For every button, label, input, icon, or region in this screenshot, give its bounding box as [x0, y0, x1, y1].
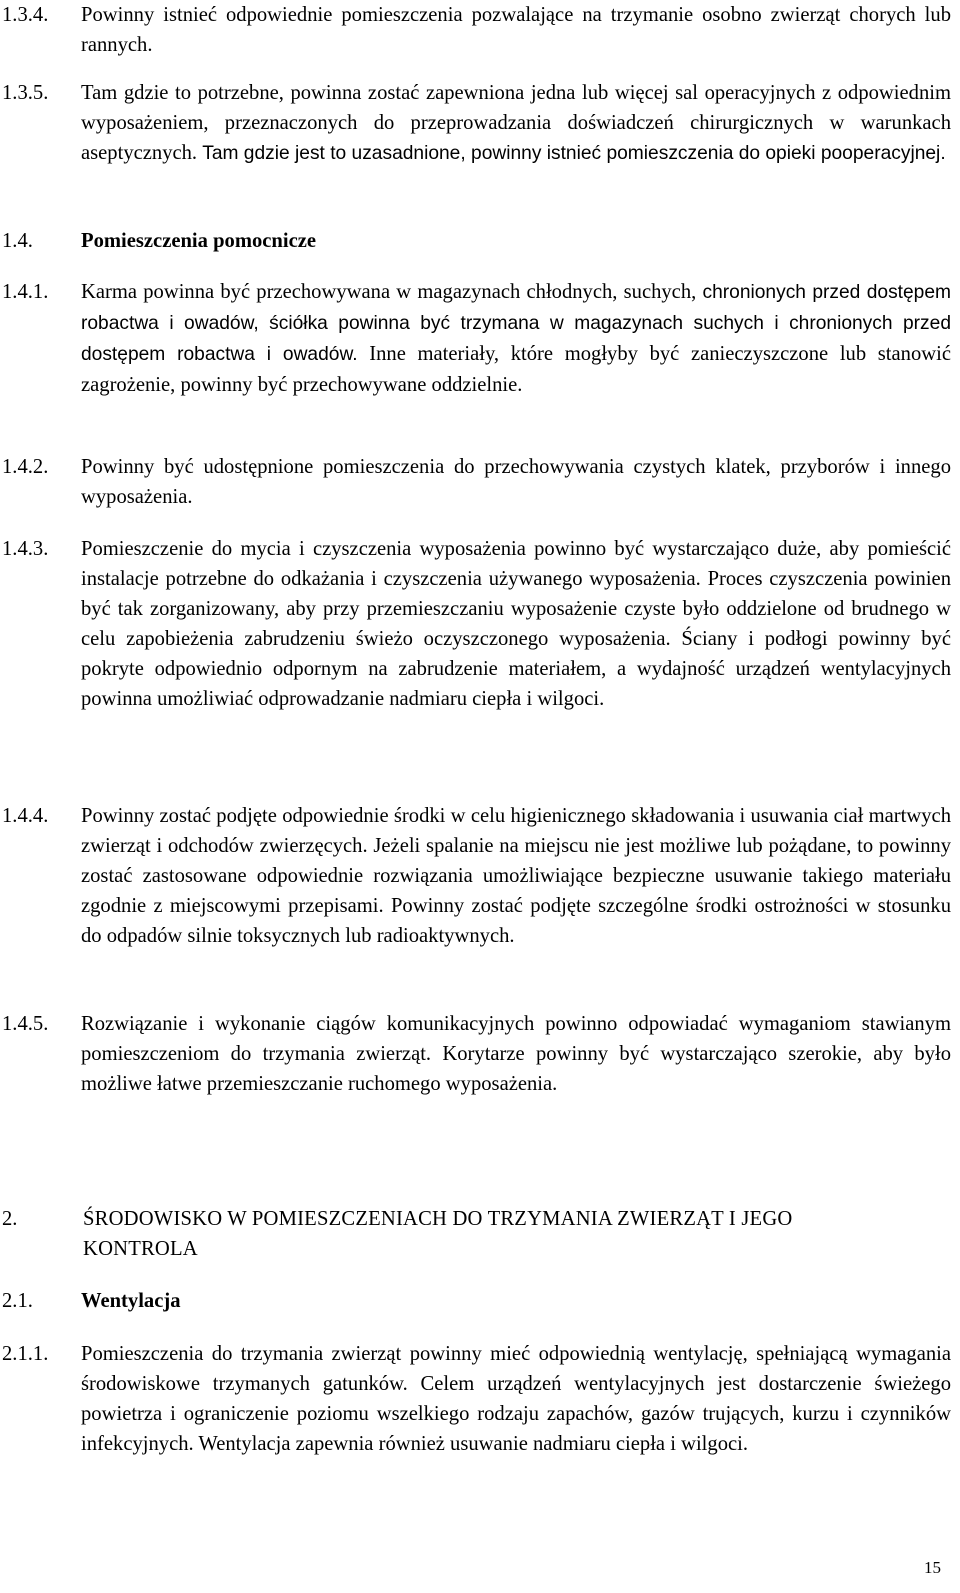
paragraph-number: 1.3.5. [2, 82, 49, 104]
paragraph-text-serif: Tam gdzie to potrzebne, powinna zostać zapewniona jedna lub więcej sal operacyjnych z odpowiednim wyposażeniem, przeznaczonych do przeprowadzania doświadczeń chirurgicznych w warunkach aseptycznych. [81, 82, 951, 164]
section-title: ŚRODOWISKO W POMIESZCZENIACH DO TRZYMANIA ZWIERZĄT I JEGO KONTROLA [83, 1208, 793, 1260]
paragraph-number: 1.3.4. [2, 4, 49, 26]
heading-text: Pomieszczenia pomocnicze [81, 230, 317, 252]
paragraph-text-sans: chronionych przed dostępem robactwa i owadów, ściółka powinna być trzymana w magazynach suchych i chronionych przed dostępem robactwa i owadów. [81, 282, 952, 365]
paragraph-number: 1.4.1. [2, 281, 49, 303]
paragraph-text-serif: Karma powinna być przechowywana w magazynach chłodnych, suchych, [81, 281, 697, 303]
paragraph-text: Pomieszczenia do trzymania zwierząt powinny mieć odpowiednią wentylację, spełniającą wymagania środowiskowe trzymanych gatunków. Celem urządzeń wentylacyjnych jest dostarczenie świeżego powietrza i ograniczenie poziomu wszelkiego rodzaju zapachów, gazów trujących, kurzu i czynników infekcyjnych. Wentylacja zapewnia również usuwanie nadmiaru ciepła i wilgoci. [81, 1343, 951, 1455]
paragraph-number: 1.4.5. [2, 1013, 49, 1035]
section-number: 2. [2, 1208, 18, 1230]
page-number: 15 [924, 1558, 941, 1577]
paragraph-text [81, 277, 951, 400]
paragraph-number: 1.4.4. [2, 805, 49, 827]
paragraph-number: 2.1.1. [2, 1343, 49, 1365]
heading-number: 1.4. [2, 230, 33, 252]
paragraph-text: Powinny zostać podjęte odpowiednie środki w celu higienicznego składowania i usuwania ciał martwych zwierząt i odchodów zwierzęcych. Jeżeli spalanie na miejscu nie jest możliwe lub pożądane, to powinny zostać zastosowane odpowiednie rozwiązania umożliwiające bezpieczne usuwanie takiego materiału zgodnie z miejscowymi przepisami. Powinny zostać podjęte szczególne środki ostrożności w stosunku do odpadów silnie toksycznych lub radioaktywnych. [81, 805, 951, 947]
paragraph-text-sans: Tam gdzie jest to uzasadnione, powinny istnieć pomieszczenia do opieki pooperacyjnej. [202, 143, 946, 164]
paragraph-text: Pomieszczenie do mycia i czyszczenia wyposażenia powinno być wystarczająco duże, aby pomieścić instalacje potrzebne do odkażania i czyszczenia używanego wyposażenia. Proces czyszczenia powinien być tak zorganizowany, aby przy przemieszczaniu wyposażenie czyste było oddzielone od brudnego w celu zapobieżenia zabrudzeniu świeżo oczyszczonego wyposażenia. Ściany i podłogi powinny być pokryte odpowiednio odpornym na zabrudzenie materiałem, a wydajność urządzeń wentylacyjnych powinna umożliwiać odprowadzanie nadmiaru ciepła i wilgoci. [81, 538, 951, 710]
heading-text: Wentylacja [81, 1290, 181, 1312]
heading-number: 2.1. [2, 1290, 33, 1312]
paragraph-number: 1.4.2. [2, 456, 49, 478]
paragraph-text: Rozwiązanie i wykonanie ciągów komunikacyjnych powinno odpowiadać wymaganiom stawianym pomieszczeniom do trzymania zwierząt. Korytarze powinny być wystarczająco szerokie, aby było możliwe łatwe przemieszczanie ruchomego wyposażenia. [81, 1013, 951, 1095]
paragraph-text: Powinny być udostępnione pomieszczenia do przechowywania czystych klatek, przyborów i innego wyposażenia. [81, 456, 951, 508]
paragraph-text: Powinny istnieć odpowiednie pomieszczenia pozwalające na trzymanie osobno zwierząt chorych lub rannych. [81, 4, 951, 56]
paragraph-number: 1.4.3. [2, 538, 49, 560]
paragraph-text [81, 78, 951, 169]
paragraph-text-serif-2: Inne materiały, które mogłyby być zanieczyszczone lub stanowić zagrożenie, powinny być przechowywane oddzielnie. [81, 343, 952, 396]
